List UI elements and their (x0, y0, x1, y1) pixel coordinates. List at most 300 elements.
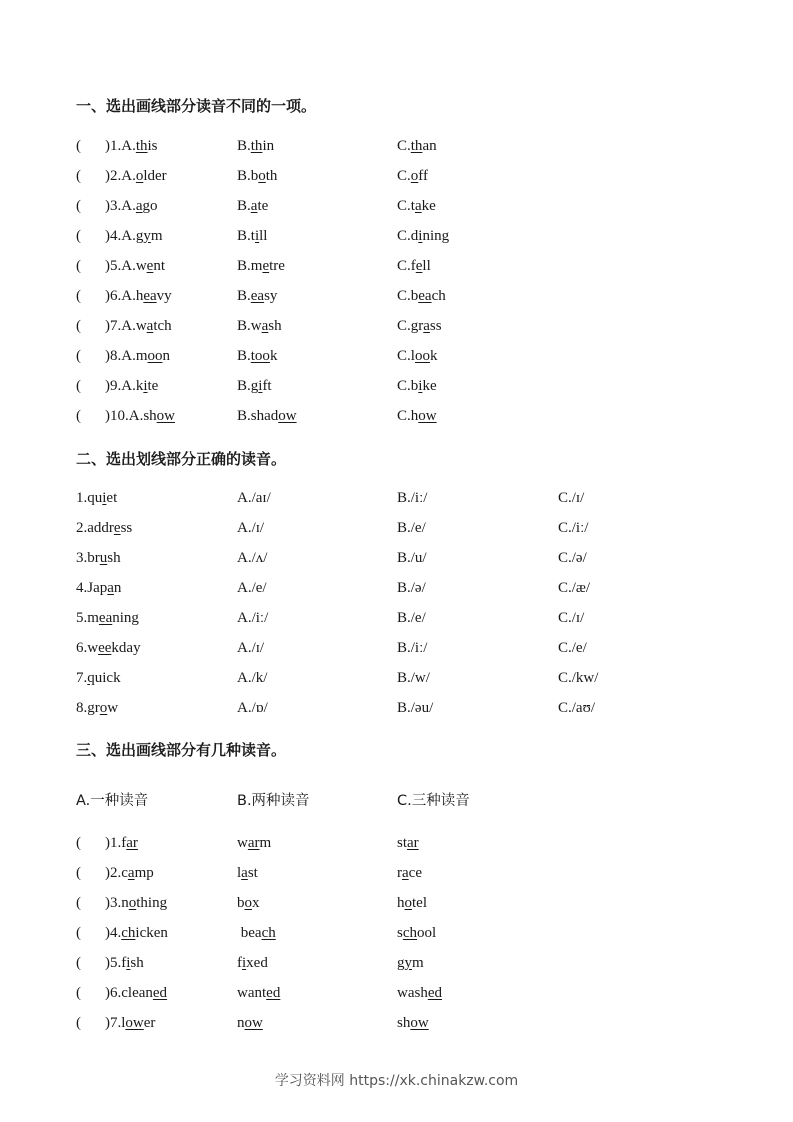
option-a: A./ɒ/ (237, 700, 268, 716)
word-part: )7.l (105, 1015, 126, 1031)
word (237, 405, 297, 427)
word-part: st (397, 835, 408, 851)
word (237, 375, 272, 397)
option-a: A./ɪ/ (237, 640, 265, 656)
word-part: m (412, 955, 424, 971)
option-a: A./aɪ/ (237, 490, 271, 506)
word (105, 405, 175, 427)
underlined-part: th (135, 138, 148, 154)
word (76, 667, 121, 689)
word-part: sh (268, 318, 282, 334)
question-row (76, 862, 776, 884)
word (105, 255, 165, 277)
underlined-part: o (244, 895, 252, 911)
question-row (76, 607, 776, 629)
question-row (76, 255, 776, 277)
word (237, 862, 258, 884)
answer-paren: ( (76, 985, 81, 1001)
answer-paren: ( (76, 288, 81, 304)
word (397, 285, 446, 307)
answer-paren: ( (76, 955, 81, 971)
word-part: C.d (397, 228, 419, 244)
underlined-part: too (250, 348, 270, 364)
word-part: s (397, 925, 403, 941)
option-c: C./ɪ/ (558, 490, 585, 506)
word-part: 2.addr (76, 520, 114, 536)
word (237, 952, 268, 974)
word-part: an (422, 138, 437, 154)
word-part: n (113, 580, 122, 596)
answer-paren: ( (76, 378, 81, 394)
word-part: mp (134, 865, 154, 881)
word (105, 135, 158, 157)
word-part: ke (421, 198, 436, 214)
word-part: C.l (397, 348, 415, 364)
answer-paren-close: ) (105, 348, 110, 364)
word-part: )2.c (105, 865, 128, 881)
option-c: C./æ/ (558, 580, 591, 596)
word (397, 405, 437, 427)
word-part: tre (269, 258, 285, 274)
word (76, 637, 141, 659)
word-part: ll (422, 258, 431, 274)
word (397, 135, 437, 157)
word-part: thing (136, 895, 168, 911)
word-part: te (257, 198, 269, 214)
option-a: A./k/ (237, 670, 268, 686)
word (76, 577, 121, 599)
answer-paren: ( (76, 168, 81, 184)
word (237, 255, 285, 277)
word-part: 3.br (76, 550, 100, 566)
word-part: 5.A.w (110, 258, 147, 274)
word (397, 832, 419, 854)
question-row (76, 1012, 776, 1034)
option-c: C./iː/ (558, 520, 589, 536)
question-row (76, 225, 776, 247)
word-part: ss (429, 318, 442, 334)
word (397, 862, 422, 884)
word (237, 135, 274, 157)
underlined-part: y (143, 228, 151, 244)
underlined-part: i (418, 378, 423, 394)
underlined-part: ow (125, 1015, 144, 1031)
question-row (76, 315, 776, 337)
word-part: 1.A. (110, 138, 136, 154)
word-part: ool (417, 925, 437, 941)
word (237, 195, 268, 217)
word-part: ning (112, 610, 139, 626)
underlined-part: a (135, 198, 143, 214)
word-part: n (162, 348, 170, 364)
word-part: l (237, 865, 242, 881)
underlined-part: a (402, 865, 409, 881)
word-part: kday (111, 640, 141, 656)
word-part: sh (397, 1015, 411, 1031)
word (237, 832, 271, 854)
word-part: C.b (397, 378, 419, 394)
option-b: B./iː/ (397, 640, 428, 656)
word-part: B.w (237, 318, 262, 334)
underlined-part: gy (397, 955, 412, 971)
word (397, 195, 436, 217)
option-c: C./ɪ/ (558, 610, 585, 626)
question-row (76, 517, 776, 539)
underlined-part: ea (98, 610, 113, 626)
word (397, 345, 437, 367)
word-part: B.g (237, 378, 259, 394)
word-part: )1.f (105, 835, 127, 851)
underlined-part: ar (126, 835, 138, 851)
underlined-part: ea (143, 288, 157, 304)
answer-paren-close: ) (105, 318, 110, 334)
option-b: B./e/ (397, 610, 426, 626)
word-part: 4.A.g (110, 228, 144, 244)
word-part: w (107, 700, 119, 716)
question-row (76, 832, 776, 854)
answer-paren-close: ) (105, 288, 110, 304)
word (105, 285, 172, 307)
answer-paren: ( (76, 348, 81, 364)
underlined-part: i (418, 228, 423, 244)
question-row (76, 165, 776, 187)
word (397, 375, 437, 397)
option-b: B./w/ (397, 670, 430, 686)
word-part: lder (143, 168, 167, 184)
word-part: )3.n (105, 895, 129, 911)
question-row (76, 922, 776, 944)
question-row (76, 135, 776, 157)
word-part: is (147, 138, 158, 154)
word-part: m (259, 835, 272, 851)
word-part: C.b (397, 288, 419, 304)
word (105, 862, 154, 884)
word (397, 922, 436, 944)
underlined-part: e (415, 258, 423, 274)
word (105, 892, 167, 914)
option-a: A./iː/ (237, 610, 269, 626)
word-part: ning (422, 228, 450, 244)
word-part: f (237, 955, 242, 971)
word-part: B. (237, 288, 251, 304)
question-row (76, 195, 776, 217)
underlined-part: ar (407, 835, 419, 851)
word-part: C. (397, 168, 411, 184)
underlined-part: i (126, 955, 131, 971)
word (237, 1012, 263, 1034)
underlined-part: th (250, 138, 263, 154)
underlined-part: e (262, 258, 270, 274)
underlined-part: i (254, 228, 260, 244)
option-label: C.三种读音 (397, 793, 470, 809)
answer-paren-close: ) (105, 228, 110, 244)
word-part: B.b (237, 168, 259, 184)
word-part: er (143, 1015, 156, 1031)
answer-paren: ( (76, 835, 81, 851)
underlined-part: ow (244, 1015, 263, 1031)
answer-paren: ( (76, 865, 81, 881)
word-part: w (237, 835, 248, 851)
section3-heading: 三、选出画线部分有几种读音。 (76, 741, 287, 759)
answer-paren: ( (76, 318, 81, 334)
underlined-part: i (143, 378, 148, 394)
underlined-part: a (414, 198, 422, 214)
question-row (76, 577, 776, 599)
option-label: B.两种读音 (237, 793, 310, 809)
word-part: B.shad (237, 408, 279, 424)
word-part: ft (262, 378, 272, 394)
word-part: 7. (76, 670, 88, 686)
word-part: 1.qu (76, 490, 103, 506)
word (397, 255, 431, 277)
underlined-part: i (242, 955, 247, 971)
question-row (76, 405, 776, 427)
word (105, 832, 138, 854)
option-b: B./iː/ (397, 490, 428, 506)
word (237, 345, 277, 367)
option-a: A./ɪ/ (237, 520, 265, 536)
word-part: bea (237, 925, 262, 941)
answer-paren: ( (76, 408, 81, 424)
word (76, 547, 121, 569)
section1-heading: 一、选出画线部分读音不同的一项。 (76, 97, 317, 115)
word-part: icken (135, 925, 168, 941)
option-c: C./kw/ (558, 670, 599, 686)
word-part: wash (397, 985, 428, 1001)
answer-paren: ( (76, 1015, 81, 1031)
word (76, 607, 139, 629)
word-part: 10.A.sh (110, 408, 157, 424)
answer-paren-close: ) (105, 198, 110, 214)
word-part: sh (130, 955, 144, 971)
section2-heading: 二、选出划线部分正确的读音。 (76, 450, 287, 468)
underlined-part: ed (427, 985, 442, 1001)
word-part: ce (408, 865, 422, 881)
word-part: 2.A. (110, 168, 136, 184)
underlined-part: ar (247, 835, 260, 851)
word-part: 8.gr (76, 700, 100, 716)
underlined-part: a (127, 865, 135, 881)
word-part: k (269, 348, 278, 364)
word-part: st (247, 865, 258, 881)
word (76, 517, 132, 539)
underlined-part: a (146, 318, 154, 334)
word-part: C.gr (397, 318, 424, 334)
word (76, 697, 118, 719)
option-b: B./əu/ (397, 700, 434, 716)
word-part: 8.A.m (110, 348, 148, 364)
word (105, 315, 172, 337)
underlined-part: o (410, 168, 419, 184)
underlined-part: o (135, 168, 144, 184)
answer-paren: ( (76, 228, 81, 244)
word-part: te (147, 378, 159, 394)
question-row (76, 637, 776, 659)
word (397, 892, 427, 914)
underlined-part: ow (278, 408, 297, 424)
word-part: B. (237, 348, 251, 364)
word-part: 6.A.h (110, 288, 144, 304)
word-part: C.f (397, 258, 416, 274)
word (397, 952, 424, 974)
word-part: sh (107, 550, 121, 566)
answer-paren: ( (76, 258, 81, 274)
word (237, 285, 277, 307)
word-part: 3.A. (110, 198, 136, 214)
option-b: B./e/ (397, 520, 426, 536)
word-part: ss (120, 520, 133, 536)
word-part: et (106, 490, 118, 506)
underlined-part: oo (414, 348, 430, 364)
word-part: B.m (237, 258, 263, 274)
word-part: tel (412, 895, 427, 911)
word-part: 4.Jap (76, 580, 108, 596)
underlined-part: oo (147, 348, 163, 364)
word (237, 982, 280, 1004)
question-row (76, 375, 776, 397)
answer-paren-close: ) (105, 168, 110, 184)
word (105, 922, 168, 944)
word (237, 225, 267, 247)
question-row (76, 667, 776, 689)
underlined-part: a (250, 198, 258, 214)
word (237, 165, 277, 187)
question-row (76, 345, 776, 367)
word-part: ff (418, 168, 428, 184)
word-part: m (150, 228, 163, 244)
underlined-part: a (423, 318, 430, 334)
underlined-part: ee (98, 640, 112, 656)
word (397, 315, 442, 337)
word (397, 1012, 429, 1034)
word-part: xed (246, 955, 268, 971)
word (105, 375, 158, 397)
word (76, 487, 117, 509)
word-part: 5.m (76, 610, 99, 626)
underlined-part: o (128, 895, 137, 911)
word (397, 165, 428, 187)
word-part: uick (94, 670, 121, 686)
underlined-part: ed (266, 985, 281, 1001)
word-part: th (265, 168, 278, 184)
underlined-part: ow (410, 1015, 429, 1031)
option-c: C./ə/ (558, 550, 587, 566)
underlined-part: o (404, 895, 412, 911)
word (105, 952, 144, 974)
underlined-part: ed (152, 985, 168, 1001)
question-row (76, 285, 776, 307)
underlined-part: ch (261, 925, 276, 941)
answer-paren-close: ) (105, 408, 110, 424)
word-part: r (397, 865, 402, 881)
word-part: )6.clean (105, 985, 153, 1001)
word-part: want (237, 985, 267, 1001)
word-part: B. (237, 198, 251, 214)
word-part: 7.A.w (110, 318, 147, 334)
word-part: nt (153, 258, 166, 274)
footer-watermark: 学习资料网 https://xk.chinakzw.com (274, 1073, 519, 1089)
word-part: ll (259, 228, 268, 244)
underlined-part: a (241, 865, 248, 881)
underlined-part: a (261, 318, 269, 334)
question-row (76, 487, 776, 509)
underlined-part: ch (402, 925, 418, 941)
underlined-part: e (146, 258, 154, 274)
question-row (76, 982, 776, 1004)
underlined-part: ea (418, 288, 432, 304)
word (397, 225, 449, 247)
question-row (76, 952, 776, 974)
underlined-part: ow (418, 408, 437, 424)
word-part: )5.f (105, 955, 127, 971)
question-row (76, 697, 776, 719)
word-part: B. (237, 138, 251, 154)
underlined-part: i (102, 490, 107, 506)
underlined-part: ea (250, 288, 265, 304)
word-part: x (252, 895, 260, 911)
answer-paren-close: ) (105, 258, 110, 274)
option-label: A.一种读音 (76, 793, 149, 809)
underlined-part: i (258, 378, 263, 394)
word (105, 165, 167, 187)
underlined-part: o (99, 700, 108, 716)
option-c: C./e/ (558, 640, 587, 656)
answer-paren: ( (76, 198, 81, 214)
underlined-part: ow (156, 408, 176, 424)
underlined-part: th (410, 138, 423, 154)
word-part: sy (264, 288, 278, 304)
word-part: b (237, 895, 245, 911)
word-part: tch (153, 318, 172, 334)
word-part: h (397, 895, 405, 911)
answer-paren: ( (76, 138, 81, 154)
word-part: in (262, 138, 275, 154)
underlined-part: o (258, 168, 266, 184)
word (105, 345, 170, 367)
underlined-part: u (99, 550, 108, 566)
word (105, 1012, 155, 1034)
word-part: ke (422, 378, 437, 394)
word (237, 922, 276, 944)
underlined-part: q (87, 670, 95, 686)
word-part: B.t (237, 228, 255, 244)
question-row (76, 547, 776, 569)
word-part: 9.A.k (110, 378, 144, 394)
underlined-part: a (107, 580, 114, 596)
answer-paren-close: ) (105, 378, 110, 394)
option-b: B./ə/ (397, 580, 426, 596)
word (237, 892, 260, 914)
word-part: k (429, 348, 438, 364)
question-row (76, 892, 776, 914)
option-a: A./e/ (237, 580, 267, 596)
answer-paren-close: ) (105, 138, 110, 154)
option-b: B./u/ (397, 550, 427, 566)
word (105, 225, 163, 247)
word-part: ch (431, 288, 446, 304)
option-c: C./aʊ/ (558, 700, 595, 716)
word (105, 982, 167, 1004)
word (237, 315, 282, 337)
answer-paren: ( (76, 925, 81, 941)
word-part: go (142, 198, 158, 214)
options-row (76, 790, 776, 812)
word-part: vy (156, 288, 172, 304)
word-part: C.t (397, 198, 415, 214)
word (397, 982, 442, 1004)
option-a: A./ʌ/ (237, 550, 268, 566)
word-part: 6.w (76, 640, 99, 656)
